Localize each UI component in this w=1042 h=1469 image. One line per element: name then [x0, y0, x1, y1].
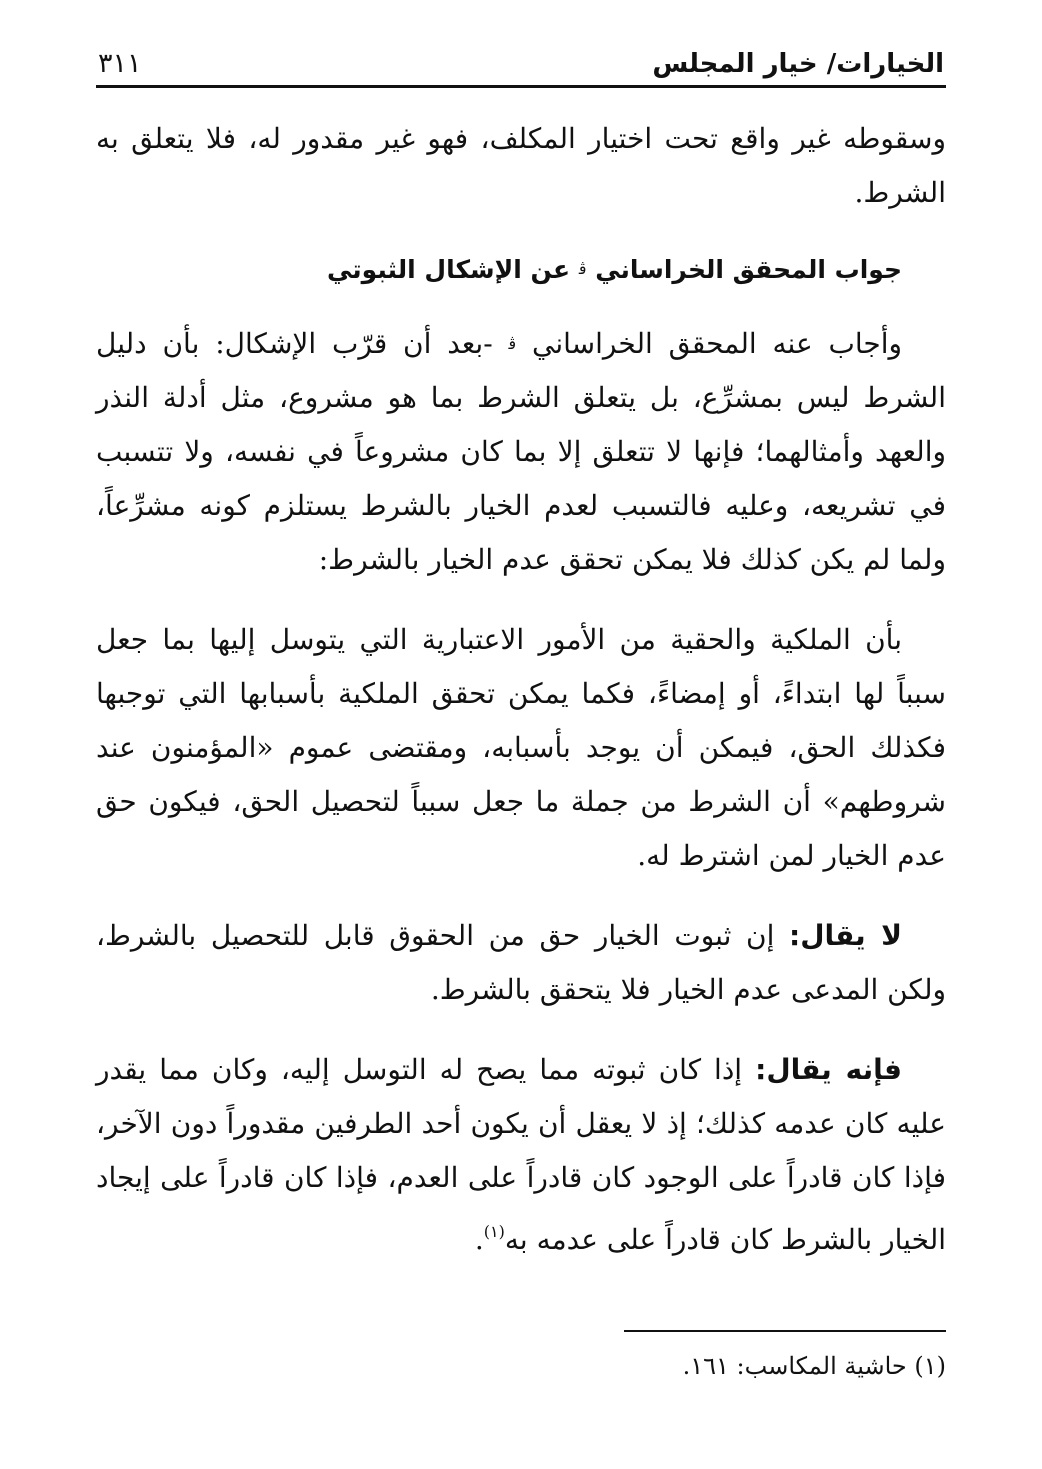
paragraph-4-text: إن ثبوت الخيار حق من الحقوق قابل للتحصيل بالشرط، ولكن المدعى عدم الخيار فلا يتحقق بالشرط. [96, 919, 946, 1006]
paragraph-2-start: وأجاب عنه المحقق الخراساني [532, 327, 902, 360]
footnote-1: (١) حاشية المكاسب: ١٦١. [682, 1352, 946, 1380]
paragraph-1: وسقوطه غير واقع تحت اختيار المكلف، فهو غير مقدور له، فلا يتعلق به الشرط. [96, 122, 946, 209]
running-title: الخيارات/ خيار المجلس [652, 49, 944, 79]
footnote-divider [624, 1330, 946, 1332]
paragraph-4 [96, 909, 946, 1017]
honorific-glyph: ﭬ [508, 334, 517, 353]
section-heading [96, 246, 946, 293]
paragraph-5 [96, 1043, 946, 1267]
paragraph-3: بأن الملكية والحقية من الأمور الاعتبارية التي يتوسل إليها بما جعل سبباً لها ابتداءً، أو إمضاءً، فكما يمكن تحقق الملكية بأسبابها التي توجبها فكذلك الحق، فيمكن أن يوجد بأسبابه، ومقتضى عموم «المؤمنون عند شروطهم» أن الشرط من جملة ما جعل سبباً لتحصيل الحق، فيكون حق عدم الخيار لمن اشترط له. [96, 623, 946, 872]
response-label: فإنه يقال: [755, 1053, 903, 1086]
book-page [96, 30, 946, 1293]
paragraph-2 [96, 317, 946, 587]
objection-label: لا يقال: [789, 919, 902, 952]
paragraph-2-rest: -بعد أن قرّب الإشكال: بأن دليل الشرط ليس بمشرِّع، بل يتعلق الشرط بما هو مشروع، مثل أدلة النذر والعهد وأمثالهما؛ فإنها لا تتعلق إلا بما كان مشروعاً في نفسه، ولا تتسبب في تشريعه، وعليه فالتسبب لعدم الخيار بالشرط يستلزم كونه مشرِّعاً، ولما لم يكن كذلك فلا يمكن تحقق عدم الخيار بالشرط: [96, 327, 946, 576]
page-number: ٣١١ [98, 48, 142, 79]
paragraph-5-text: إذا كان ثبوته مما يصح له التوسل إليه، وكان مما يقدر عليه كان عدمه كذلك؛ إذ لا يعقل أن يكون أحد الطرفين مقدوراً دون الآخر، فإذا كان قادراً على الوجود كان قادراً على العدم، فإذا كان قادراً على إيجاد الخيار بالشرط كان قادراً على عدمه به [96, 1053, 946, 1256]
paragraph-5-end: . [474, 1223, 484, 1256]
heading-text-start: جواب المحقق الخراساني [595, 255, 902, 284]
heading-text-end: عن الإشكال الثبوتي [327, 255, 571, 284]
running-header [96, 30, 946, 88]
footnote-reference: (١) [483, 1222, 505, 1241]
body-text [96, 112, 946, 1267]
honorific-glyph: ﭬ [578, 259, 587, 278]
